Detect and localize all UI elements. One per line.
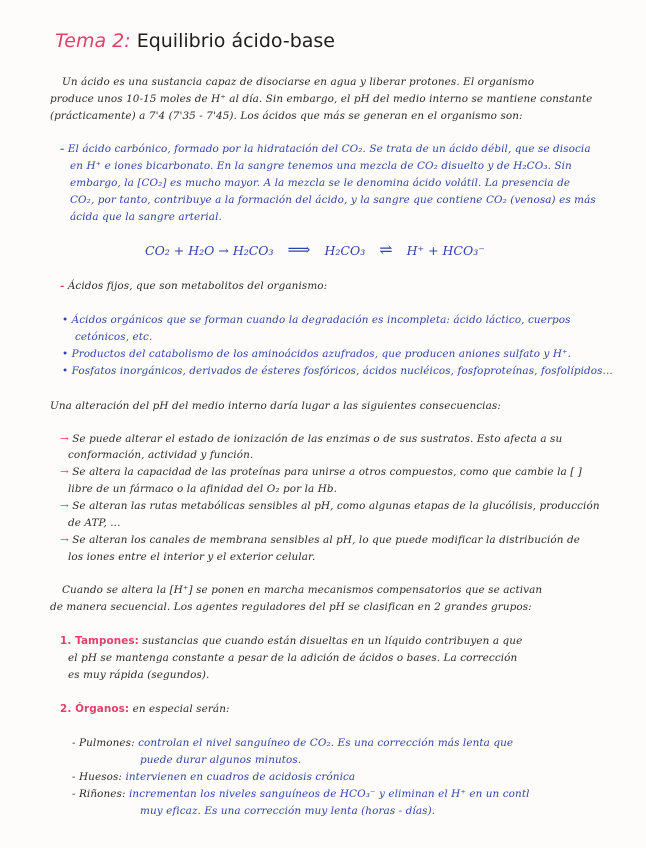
carbonic-line-5: ácida que la sangre arterial. <box>70 211 222 223</box>
carbonic-equation <box>145 240 495 259</box>
consequence-4: → Se alteran los canales de membrana sensibles al pH, lo que puede modificar la distribución de <box>60 534 580 546</box>
consequence-3: → Se alteran las rutas metabólicas sensibles al pH, como algunas etapas de la glucólisis, producción <box>60 500 600 512</box>
arrow-icon: → <box>60 433 69 445</box>
consequence-2: → Se altera la capacidad de las proteínas para unirse a otros compuestos, como que cambie la [ ] <box>60 466 582 478</box>
organ-lungs: - Pulmones: controlan el nivel sanguíneo de CO₂. Es una corrección más lenta que <box>72 737 514 749</box>
intro-line-2: produce unos 10-15 moles de H⁺ al día. Sin embargo, el pH del medio interno se mantiene constante <box>50 93 593 105</box>
equilibrium-arrow-icon: ⇌ <box>379 240 393 259</box>
fixed-acid-item-3: • Fosfatos inorgánicos, derivados de ésteres fosfóricos, ácidos nucléicos, fosfoproteínas, fosfolípidos... <box>62 365 613 377</box>
compensation-line-1: Cuando se altera la [H⁺] se ponen en marcha mecanismos compensatorios que se activan <box>62 584 543 596</box>
fixed-acids-heading: - Ácidos fijos, que son metabolitos del organismo: <box>60 280 328 292</box>
carbonic-line-1: - El ácido carbónico, formado por la hidratación del CO₂. Se trata de un ácido débil, que se disocia <box>60 143 591 155</box>
intro-line-3: (prácticamente) a 7'4 (7'35 - 7'45). Los ácidos que más se generan en el organismo son: <box>50 110 523 122</box>
consequences-heading: Una alteración del pH del medio interno daría lugar a las siguientes consecuencias: <box>50 400 501 412</box>
page-title <box>55 30 335 52</box>
consequence-1-cont: conformación, actividad y función. <box>68 449 254 461</box>
buffers-line-3: es muy rápida (segundos). <box>68 669 210 681</box>
carbonic-line-2: en H⁺ e iones bicarbonato. En la sangre tenemos una mezcla de CO₂ disuelto y de H₂CO₃. Sin <box>70 160 572 172</box>
organ-kidneys: - Riñones: incrementan los niveles sanguíneos de HCO₃⁻ y eliminan el H⁺ en un contl <box>72 788 530 800</box>
organ-kidneys-cont: muy eficaz. Es una corrección muy lenta (horas - días). <box>140 805 436 817</box>
equation-right: H⁺ + HCO₃⁻ <box>406 243 485 258</box>
consequence-2-cont: libre de un fármaco o la afinidad del O₂ por la Hb. <box>68 483 338 495</box>
consequence-3-cont: de ATP, ... <box>68 517 121 529</box>
consequence-4-cont: los iones entre el interior y el exterior celular. <box>68 551 316 563</box>
pink-bullet-icon: - <box>60 143 65 155</box>
carbonic-line-4: CO₂, por tanto, contribuye a la formación del ácido, y la sangre que contiene CO₂ (venosa) es más <box>70 194 596 206</box>
fixed-acid-item-2: • Productos del catabolismo de los aminoácidos azufrados, que producen aniones sulfato y H⁺. <box>62 348 571 360</box>
buffers-line-2: el pH se mantenga constante a pesar de la adición de ácidos o bases. La corrección <box>68 652 518 664</box>
consequence-1: → Se puede alterar el estado de ionización de las enzimas o de sus sustratos. Esto afecta a su <box>60 433 563 445</box>
equation-arrow-icon: ⟹ <box>287 240 311 259</box>
title-tema: Tema 2: <box>55 30 131 52</box>
equation-mid: H₂CO₃ <box>324 243 366 258</box>
fixed-acid-item-1: • Ácidos orgánicos que se forman cuando la degradación es incompleta: ácido láctico, cuerpos <box>62 314 571 326</box>
buffers-number: 1. Tampones: <box>60 635 139 647</box>
arrow-icon: → <box>60 534 69 546</box>
compensation-line-2: de manera secuencial. Los agentes reguladores del pH se clasifican en 2 grandes grupos: <box>50 601 532 613</box>
intro-line-1: Un ácido es una sustancia capaz de disociarse en agua y liberar protones. El organismo <box>62 76 535 88</box>
buffers-line-1: 1. Tampones: sustancias que cuando están disueltas en un líquido contribuyen a que <box>60 635 523 647</box>
arrow-icon: → <box>60 500 69 512</box>
organ-bones: - Huesos: intervienen en cuadros de acidosis crónica <box>72 771 356 783</box>
organs-heading: 2. Órganos: en especial serán: <box>60 703 230 715</box>
arrow-icon: → <box>60 466 69 478</box>
organ-lungs-cont: puede durar algunos minutos. <box>140 754 302 766</box>
carbonic-line-3: embargo, la [CO₂] es mucho mayor. A la mezcla se le denomina ácido volátil. La presencia de <box>70 177 571 189</box>
organs-number: 2. Órganos: <box>60 703 130 715</box>
fixed-acid-item-1-cont: cetónicos, etc. <box>75 331 153 343</box>
title-name: Equilibrio ácido-base <box>136 30 335 52</box>
pink-bullet-icon: - <box>60 280 65 292</box>
equation-left: CO₂ + H₂O → H₂CO₃ <box>145 243 274 258</box>
